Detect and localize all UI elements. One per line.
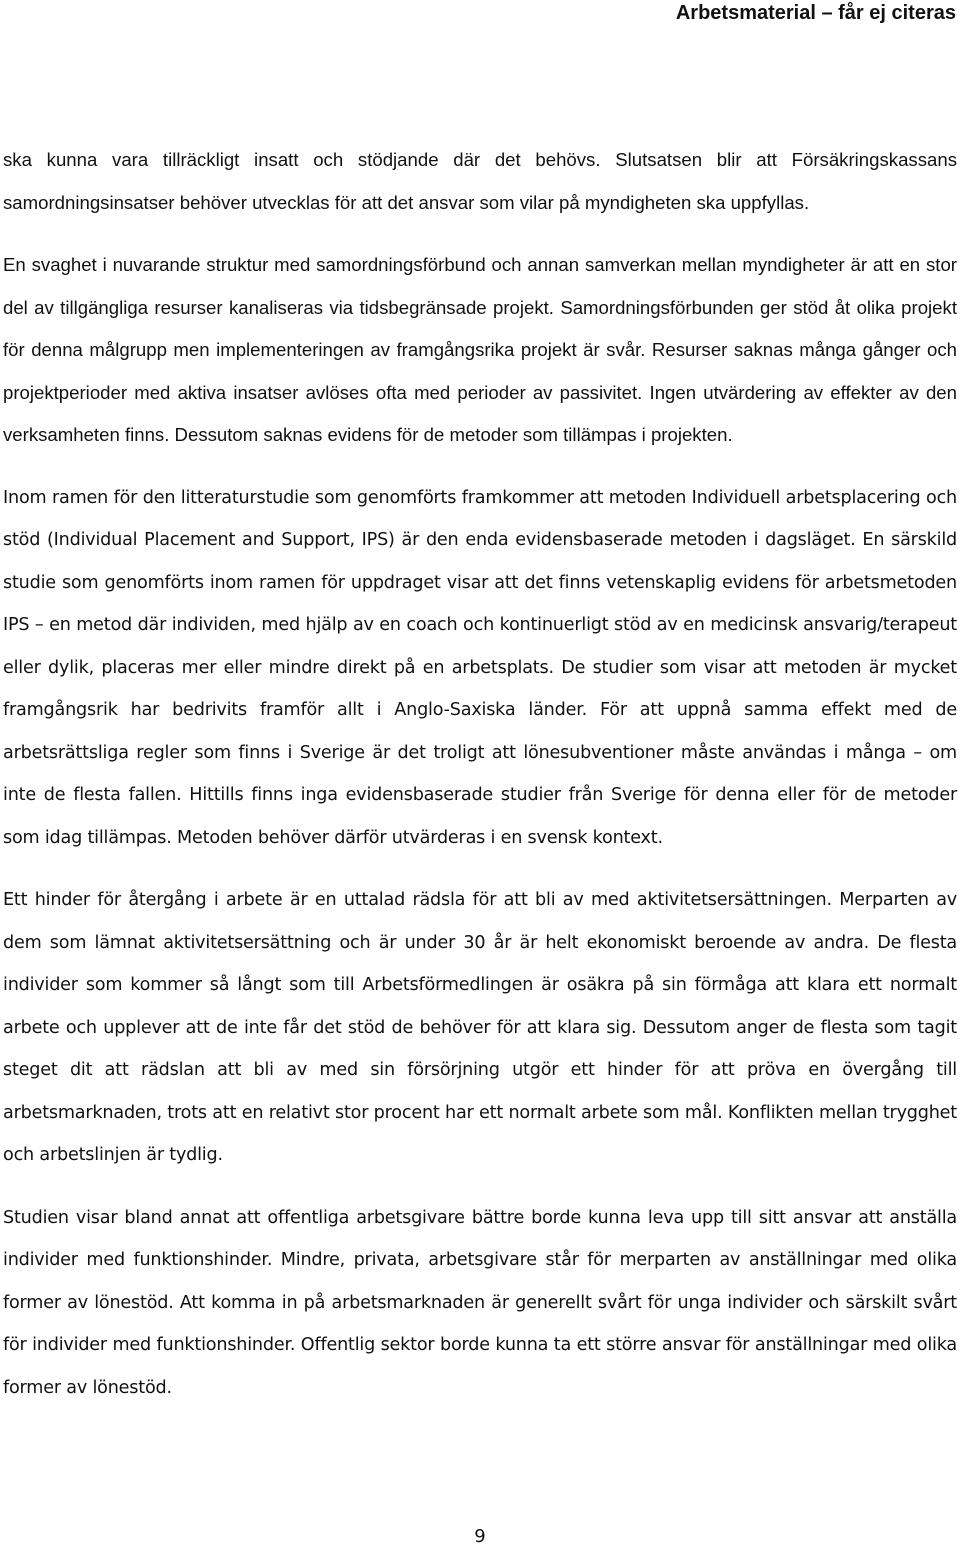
page-header-watermark: Arbetsmaterial – får ej citeras xyxy=(675,2,956,24)
paragraph-2: En svaghet i nuvarande struktur med samordningsförbund och annan samverkan mellan myndigheter är att en stor del av tillgängliga resurser kanaliseras via tidsbegränsade projekt. Samordningsförbunden ger stöd åt olika projekt för denna målgrupp men implementeringen av framgångsrika projekt är svår. Resurser saknas många gånger och projektperioder med aktiva insatser avlöses ofta med perioder av passivitet. Ingen utvärdering av effekter av den verksamheten finns. Dessutom saknas evidens för de metoder som tillämpas i projekten. xyxy=(3,254,957,445)
page-number: 9 xyxy=(474,1526,486,1547)
paragraph-4: Ett hinder för återgång i arbete är en uttalad rädsla för att bli av med aktivitetsersättningen. Merparten av dem som lämnat aktivitetsersättning och är under 30 år är helt ekonomiskt beroende av andra. De flesta individer som kommer så långt som till Arbetsförmedlingen är osäkra på sin förmåga att klara ett normalt arbete och upplever att de inte får det stöd de behöver för att klara sig. Dessutom anger de flesta som tagit steget dit att rädslan att bli av med sin försörjning utgör ett hinder för att pröva en övergång till arbetsmarknaden, trots att en relativt stor procent har ett normalt arbete som mål. Konflikten mellan trygghet och arbetslinjen är tydlig. xyxy=(3,890,957,1165)
paragraph-5: Studien visar bland annat att offentliga arbetsgivare bättre borde kunna leva upp till sitt ansvar att anställa individer med funktionshinder. Mindre, privata, arbetsgivare står för merparten av anställningar med olika former av lönestöd. Att komma in på arbetsmarknaden är generellt svårt för unga individer och särskilt svårt för individer med funktionshinder. Offentlig sektor borde kunna ta ett större ansvar för anställningar med olika former av lönestöd. xyxy=(3,1207,957,1398)
paragraph-1: ska kunna vara tillräckligt insatt och stödjande där det behövs. Slutsatsen blir att Försäkringskassans samordningsinsatser behöver utvecklas för att det ansvar som vilar på myndigheten ska uppfyllas. xyxy=(3,149,957,213)
paragraph-3: Inom ramen för den litteraturstudie som genomförts framkommer att metoden Individuell arbetsplacering och stöd (Individual Placement and Support, IPS) är den enda evidensbaserade metoden i dagsläget. En särskild studie som genomförts inom ramen för uppdraget visar att det finns vetenskaplig evidens för arbetsmetoden IPS – en metod där individen, med hjälp av en coach och kontinuerligt stöd av en medicinsk ansvarig/terapeut eller dylik, placeras mer eller mindre direkt på en arbetsplats. De studier som visar att metoden är mycket framgångsrik har bedrivits framför allt i Anglo-Saxiska länder. För att uppnå samma effekt med de arbetsrättsliga regler som finns i Sverige är det troligt att lönesubventioner måste användas i många – om inte de flesta fallen. Hittills finns inga evidensbaserade studier från Sverige för denna eller för de metoder som idag tillämpas. Metoden behöver därför utvärderas i en svensk kontext. xyxy=(3,487,957,848)
document-body xyxy=(3,139,957,1409)
